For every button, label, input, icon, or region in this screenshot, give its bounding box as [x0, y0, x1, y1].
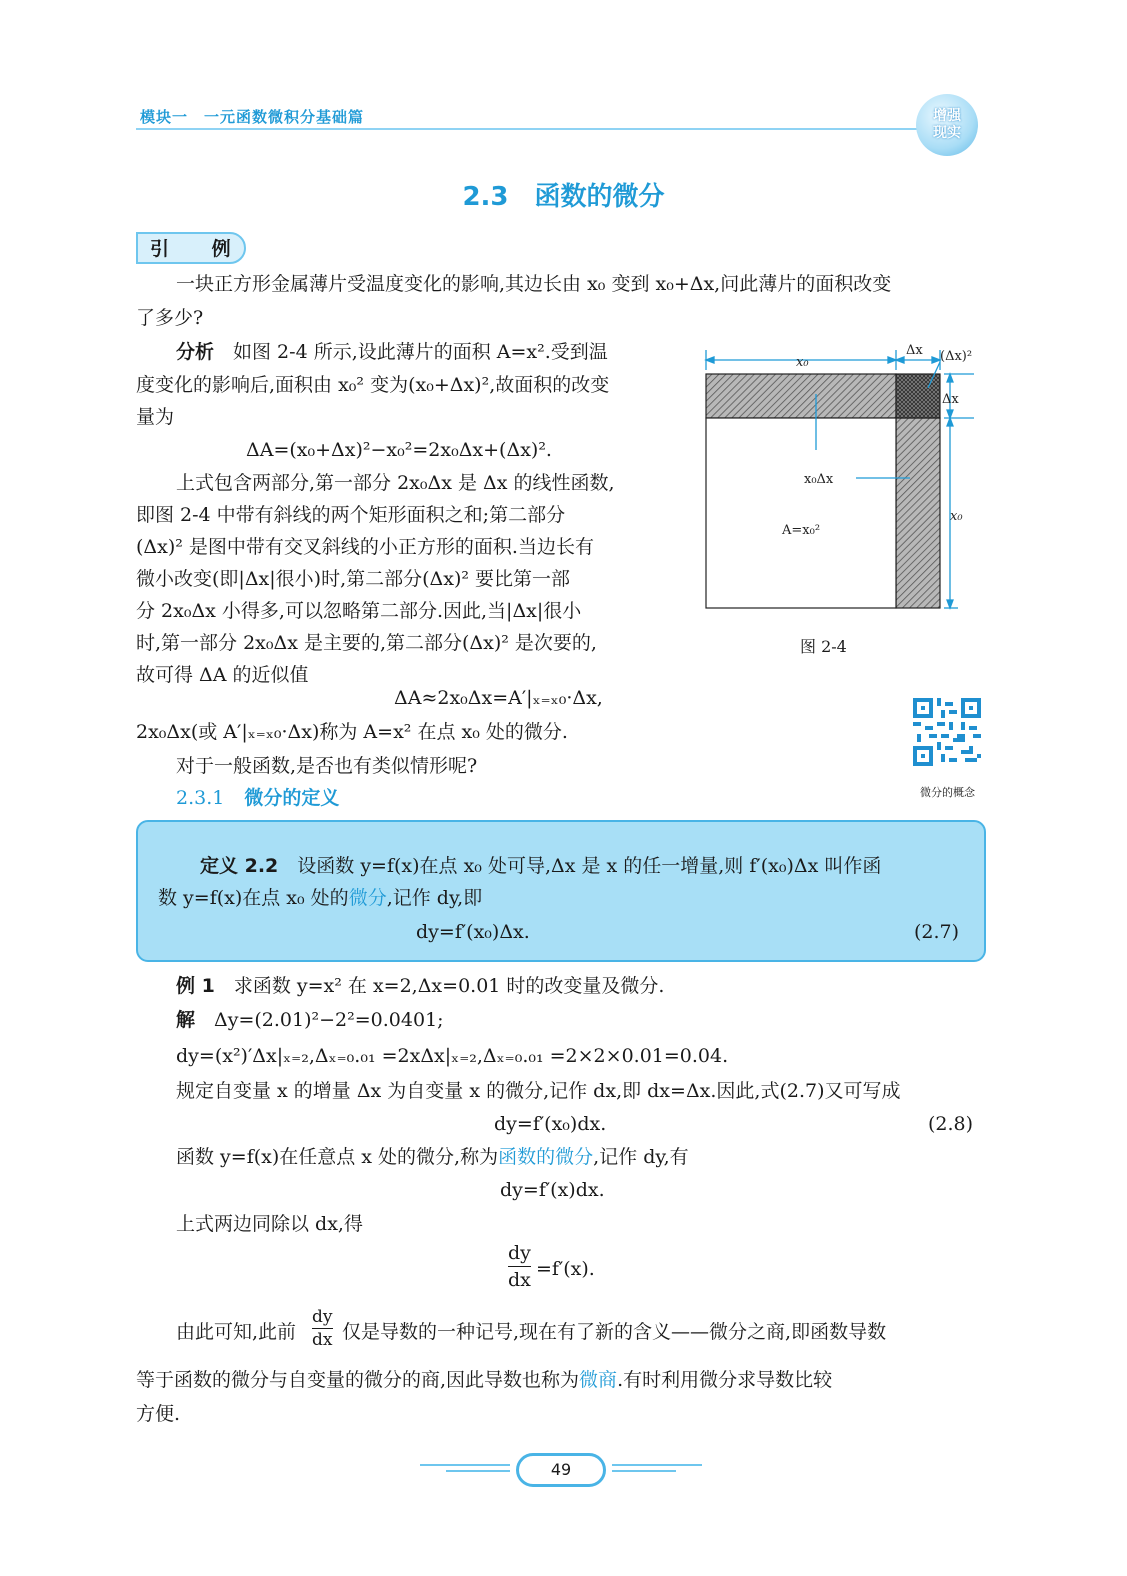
analysis-p5: 分 2x₀Δx 小得多,可以忽略第二部分.因此,当|Δx|很小 — [136, 600, 582, 622]
fraction-denominator: dx — [508, 1266, 531, 1293]
label-dx-top: Δx — [906, 343, 923, 358]
analysis-p3: (Δx)² 是图中带有交叉斜线的小正方形的面积.当边长有 — [136, 536, 594, 558]
page-number: 49 — [516, 1453, 606, 1487]
inline-fraction — [312, 1306, 333, 1351]
fraction-numerator: dy — [508, 1242, 531, 1264]
subsection-title: 微分的定义 — [244, 787, 340, 809]
qr-code-icon[interactable] — [913, 698, 981, 766]
definition-line1: 定义 2.2 设函数 y=f(x)在点 x₀ 处可导,Δx 是 x 的任一增量,则 f′(x₀)Δx 叫作函 — [200, 855, 882, 877]
label-dx-squared: (Δx)² — [940, 349, 973, 364]
label-x0-right: x₀ — [950, 509, 963, 524]
formula-2-8: dy=f′(x₀)dx. — [494, 1113, 607, 1135]
header-rule — [136, 128, 918, 130]
label-area: A=x₀² — [782, 523, 821, 538]
top-hatched-rect — [706, 374, 896, 418]
equation-number-2-8: (2.8) — [928, 1113, 974, 1135]
badge-line1: 增强 — [933, 108, 961, 124]
footer-line-right2 — [612, 1470, 676, 1472]
conclusion-line1a: 由此可知,此前 — [176, 1321, 297, 1343]
solution-line2: dy=(x²)′Δx|ₓ₌₂,Δₓ₌₀.₀₁ =2xΔx|ₓ₌₂,Δₓ₌₀.₀₁ =2×2×0.01=0.04. — [176, 1045, 729, 1067]
conclusion-line3: 方便. — [136, 1403, 181, 1425]
equation-number-2-7: (2.7) — [914, 921, 960, 943]
section-title: 2.3 函数的微分 — [462, 182, 665, 212]
analysis-label: 分析 — [176, 341, 215, 363]
subsection-number: 2.3.1 — [176, 787, 225, 809]
analysis-line3: 量为 — [136, 406, 175, 428]
definition-label: 定义 2.2 — [200, 855, 279, 877]
figure-caption: 图 2-4 — [800, 637, 847, 656]
analysis-line2: 度变化的影响后,面积由 x₀² 变为(x₀+Δx)²,故面积的改变 — [136, 374, 610, 396]
intro-tag-label: 引 例 — [150, 238, 249, 260]
footer-line-right — [612, 1464, 702, 1466]
inline-fraction-num: dy — [312, 1307, 333, 1327]
footer-line-left — [420, 1464, 510, 1466]
analysis-p1: 上式包含两部分,第一部分 2x₀Δx 是 Δx 的线性函数, — [176, 472, 615, 494]
divide-line: 上式两边同除以 dx,得 — [176, 1213, 363, 1235]
ar-badge-icon[interactable] — [916, 94, 978, 156]
analysis-p4: 微小改变(即|Δx|很小)时,第二部分(Δx)² 要比第一部 — [136, 568, 571, 590]
label-dx-right: Δx — [942, 392, 959, 407]
formula-dy: dy=f′(x)dx. — [500, 1179, 605, 1201]
fraction-rhs: =f′(x). — [536, 1258, 595, 1280]
analysis-p7: 故可得 ΔA 的近似值 — [136, 664, 309, 686]
inline-fraction-den: dx — [312, 1330, 333, 1350]
subsection-heading — [176, 782, 339, 814]
term-differential: 微分 — [348, 887, 387, 909]
area-square — [706, 418, 896, 608]
solution-label: 解 — [176, 1009, 196, 1031]
figure-2-4 — [696, 340, 986, 620]
conclusion-line2: 等于函数的微分与自变量的微分的商,因此导数也称为微商.有时利用微分求导数比较 — [136, 1369, 833, 1391]
question-line: 对于一般函数,是否也有类似情形呢? — [176, 755, 478, 777]
intro-line1: 一块正方形金属薄片受温度变化的影响,其边长由 x₀ 变到 x₀+Δx,问此薄片的面积改变 — [176, 273, 892, 295]
definition-line2: 数 y=f(x)在点 x₀ 处的微分,记作 dy,即 — [158, 887, 483, 909]
approx-formula: ΔA≈2x₀Δx=A′|ₓ₌ₓ₀·Δx, — [394, 687, 603, 709]
term-derivative-quotient: 微商 — [579, 1369, 618, 1391]
label-x0-top: x₀ — [796, 355, 809, 370]
example-label: 例 1 — [176, 975, 215, 997]
analysis-formula: ΔA=(x₀+Δx)²−x₀²=2x₀Δx+(Δx)². — [246, 439, 552, 461]
derivative-fraction — [508, 1240, 531, 1293]
intro-line2: 了多少? — [136, 307, 204, 329]
definition-formula: dy=f′(x₀)Δx. — [416, 921, 530, 943]
label-x0-dx: x₀Δx — [804, 472, 834, 487]
conclusion-line1b: 仅是导数的一种记号,现在有了新的含义——微分之商,即函数导数 — [342, 1321, 887, 1343]
solution-line1: 解 Δy=(2.01)²−2²=0.0401; — [176, 1009, 444, 1031]
cross-hatched-square — [896, 374, 940, 418]
qr-caption: 微分的概念 — [920, 786, 975, 799]
running-header: 模块一 一元函数微积分基础篇 — [140, 108, 365, 126]
footer-line-left2 — [446, 1470, 510, 1472]
right-hatched-rect — [896, 418, 940, 608]
analysis-line1: 分析 如图 2-4 所示,设此薄片的面积 A=x².受到温 — [176, 341, 608, 363]
analysis-p6: 时,第一部分 2x₀Δx 是主要的,第二部分(Δx)² 是次要的, — [136, 632, 597, 654]
badge-line2: 现实 — [933, 125, 961, 141]
analysis-p2: 即图 2-4 中带有斜线的两个矩形面积之和;第二部分 — [136, 504, 566, 526]
example-line: 例 1 求函数 y=x² 在 x=2,Δx=0.01 时的改变量及微分. — [176, 975, 665, 997]
term-function-differential: 函数的微分 — [498, 1146, 594, 1168]
differential-line: 2x₀Δx(或 A′|ₓ₌ₓ₀·Δx)称为 A=x² 在点 x₀ 处的微分. — [136, 721, 568, 743]
function-differential-line: 函数 y=f(x)在任意点 x 处的微分,称为函数的微分,记作 dy,有 — [176, 1146, 689, 1168]
rule-line: 规定自变量 x 的增量 Δx 为自变量 x 的微分,记作 dx,即 dx=Δx.因此,式(2.7)又可写成 — [176, 1080, 901, 1102]
